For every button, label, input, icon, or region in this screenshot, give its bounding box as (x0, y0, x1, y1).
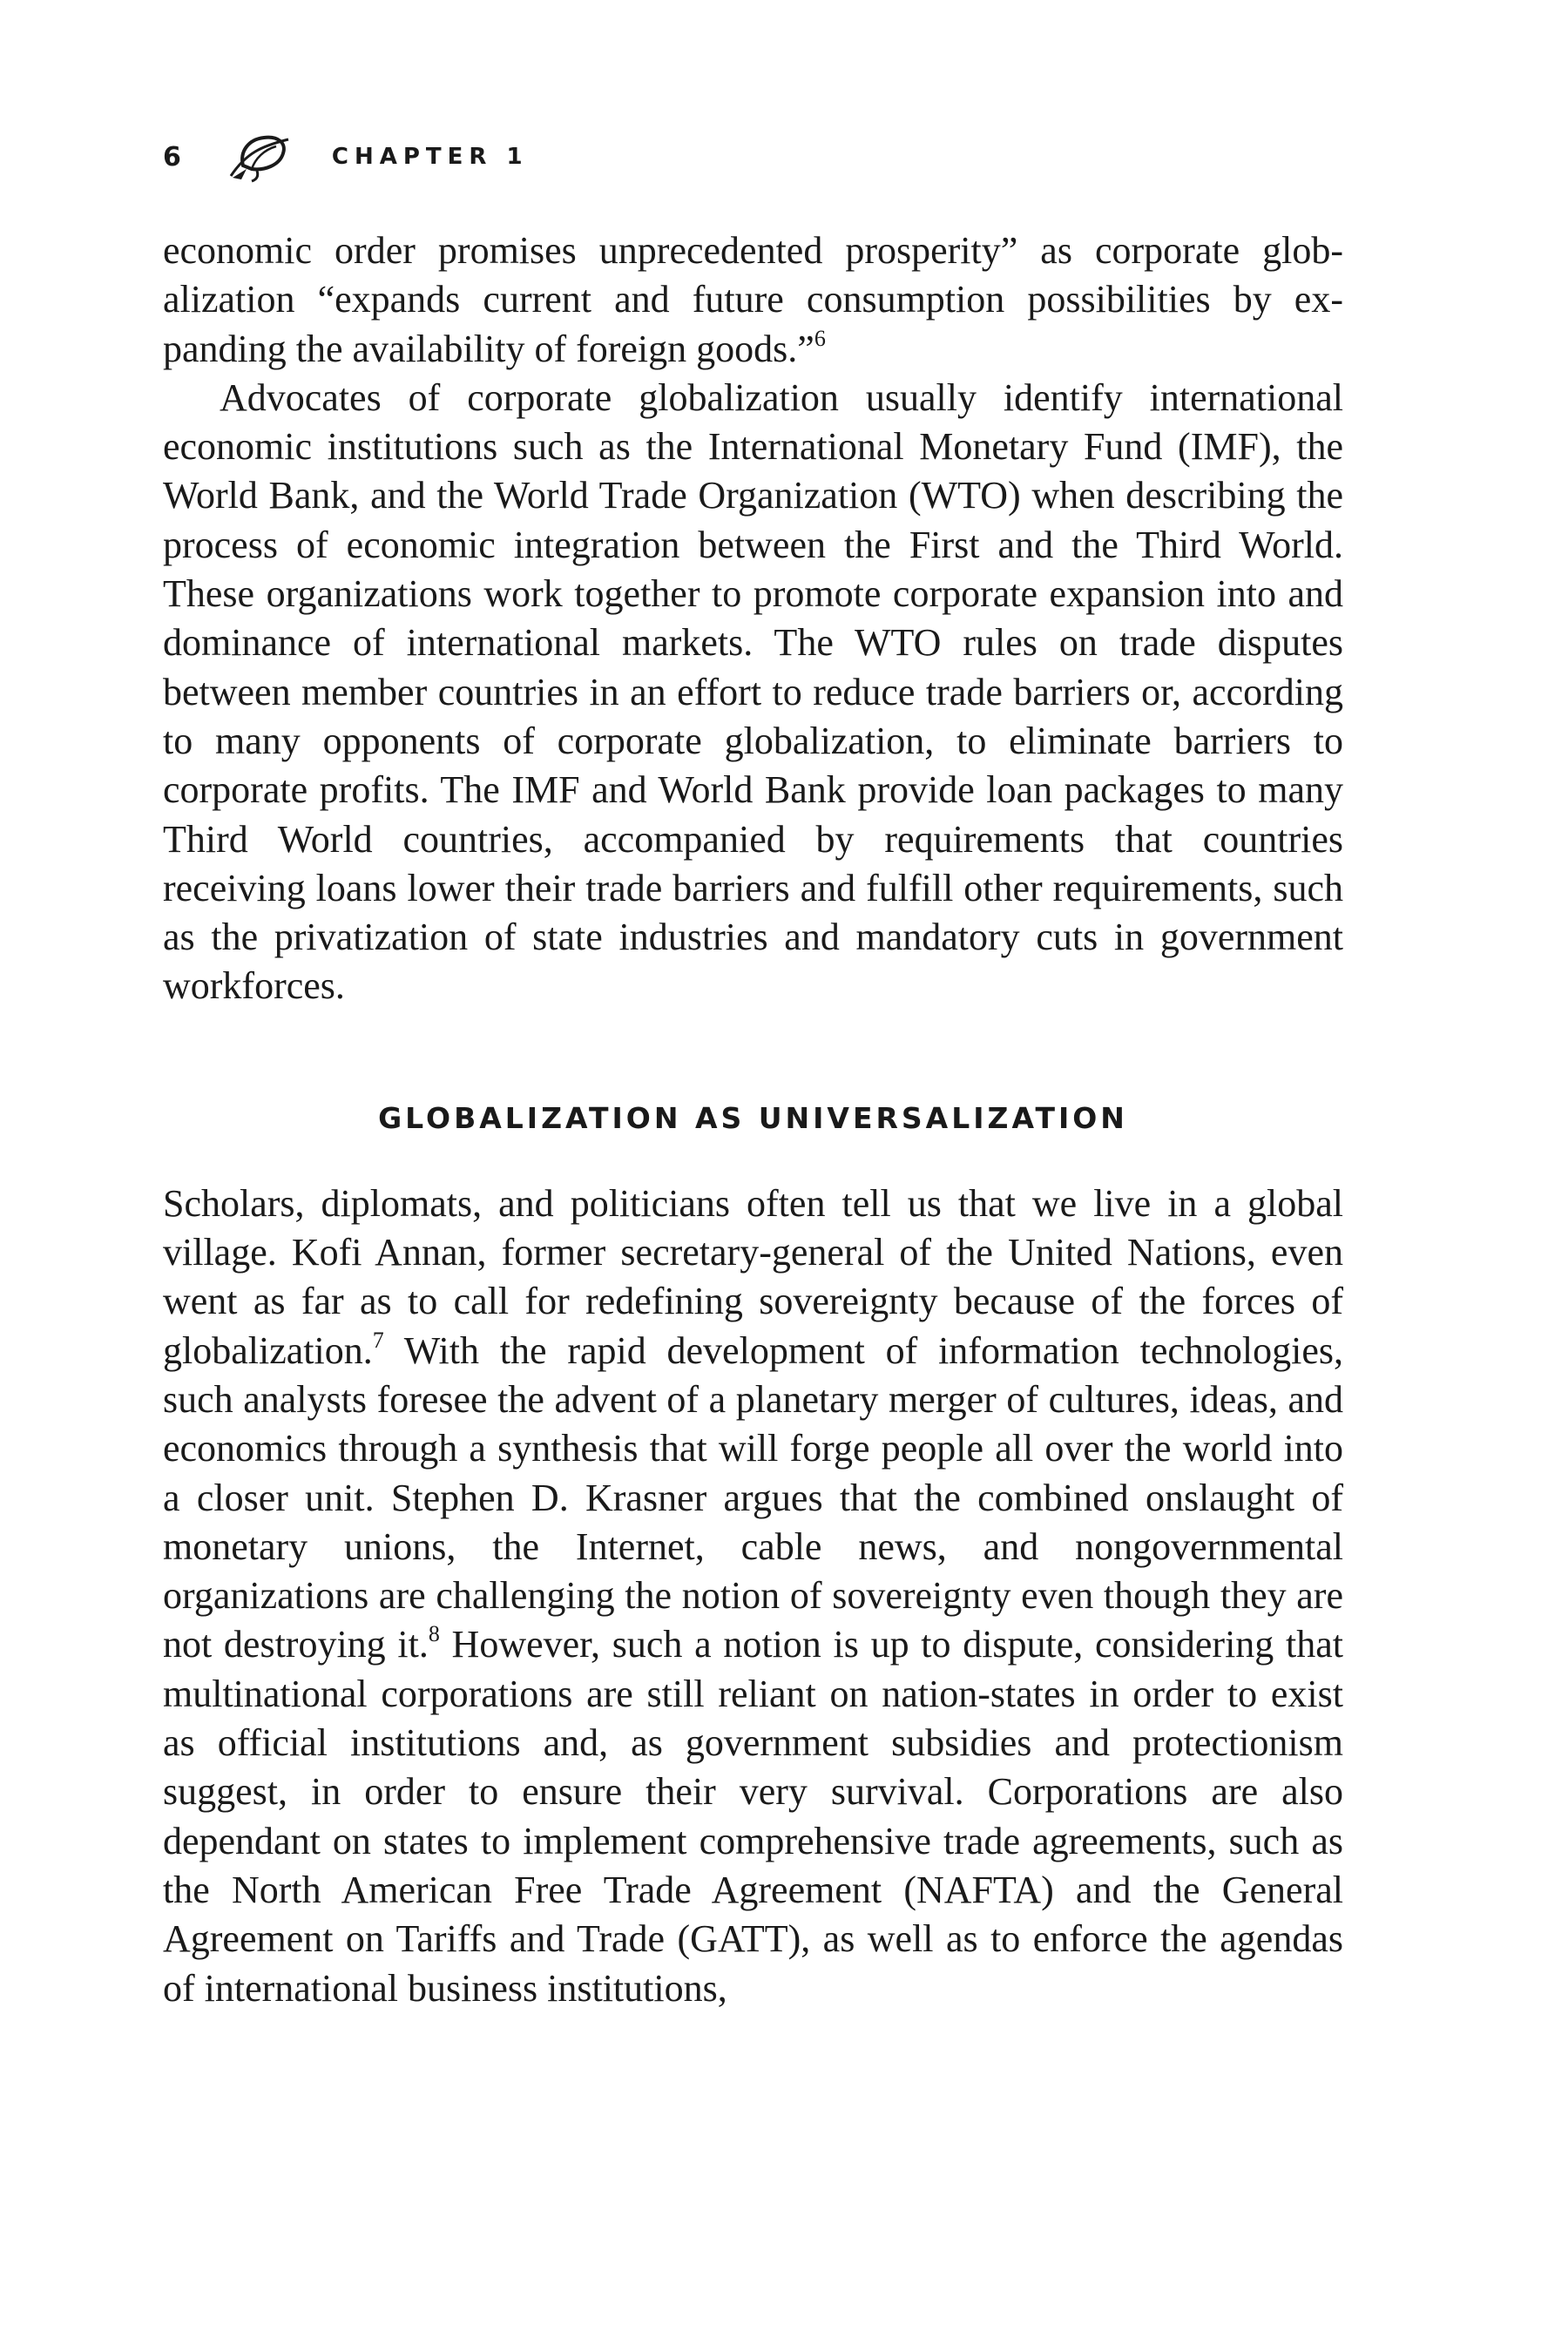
running-head (163, 135, 529, 179)
section-heading: GLOBALIZATION AS UNIVERSALIZATION (378, 1100, 1128, 1135)
paragraph-text: economic order promises unprecedented prosperity” as corporate globalization “expands current and future consumption possibilities by expanding the availability of foreign goods.” (163, 229, 1343, 370)
paragraph-text: With the rapid development of information technologies, such analysts foresee the advent of a planetary merger of cultures, ideas, and economics through a synthesis that will forge people all over the world into a closer unit. Stephen D. Krasner argues that the combined onslaught of monetary unions, the Internet, cable news, and nongovernmental organizations are challenging the notion of sovereignty even though they are not destroying it. (163, 1328, 1343, 1666)
paragraph: Advocates of corporate globalization usually identify international economic institutions such as the International Monetary Fund (IMF), the World Bank, and the World Trade Organization (WTO) when describing the process of economic integration between the First and the Third World. These organizations work together to promote corporate expansion into and dominance of international markets. The WTO rules on trade disputes between member countries in an effort to reduce trade barriers or, according to many opponents of corporate globalization, to eliminate barriers to corporate profits. The IMF and World Bank provide loan packages to many Third World countries, accompanied by requirements that countries receiving loans lower their trade barriers and fulfill other requirements, such as the privatization of state industries and mandatory cuts in government workforces. (163, 375, 1343, 1008)
leaf-ornament-icon (226, 131, 294, 183)
footnote-marker: 6 (814, 325, 826, 351)
paragraph-continued (163, 226, 1343, 374)
footnote-marker: 7 (372, 1327, 384, 1353)
footnote-marker: 8 (428, 1621, 440, 1647)
paragraph (163, 1179, 1343, 2013)
paragraph-text: However, such a notion is up to dispute, considering that multinational corporations are still reliant on nation-states in order to exist as official institutions and, as government subsidies and protectionism suggest, in order to ensure their very survival. Corporations are also dependant on states to implement comprehensive trade agreements, such as the North American Free Trade Agreement (NAFTA) and the General Agreement on Tariffs and Trade (GATT), as well as to enforce the agendas of international business institutions, (163, 1623, 1343, 2010)
paragraph-text: Scholars, diplomats, and politicians often tell us that we live in a global village. Kofi Annan, former secretary-general of the United Nations, even went as far as to call for redefining sovereignty because of the forces of globalization. (163, 1181, 1343, 1372)
body-text (163, 226, 1343, 2013)
page-number: 6 (163, 141, 182, 172)
chapter-label: CHAPTER 1 (331, 144, 529, 170)
